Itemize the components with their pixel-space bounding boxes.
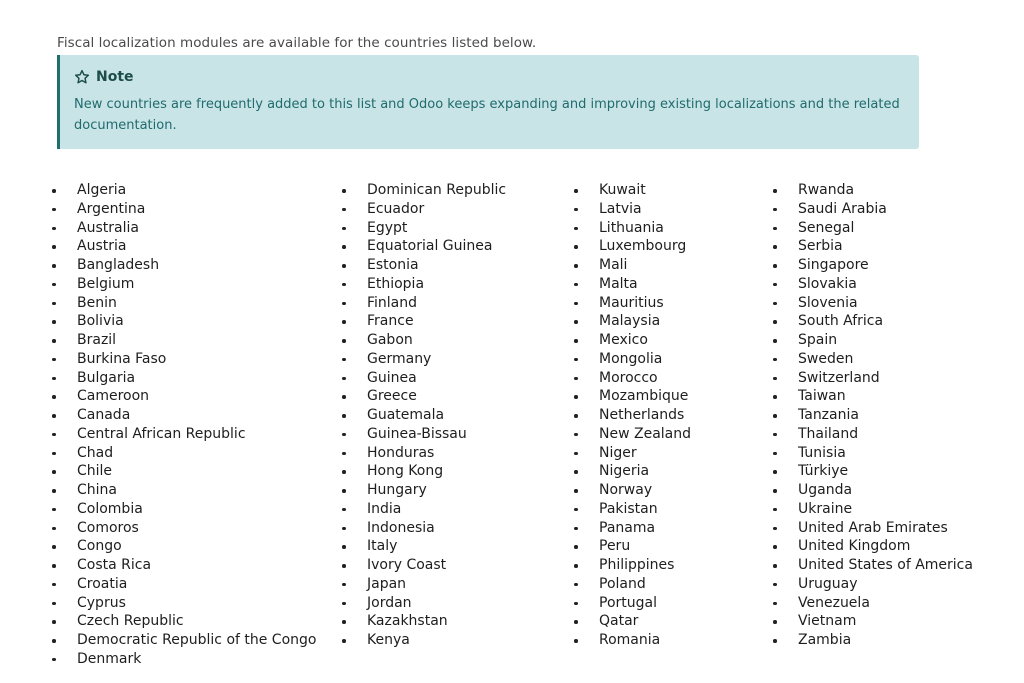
country-list-column-4: [773, 181, 973, 650]
country-list-item: Malta: [574, 275, 691, 294]
country-list-item: Slovenia: [773, 294, 973, 313]
country-list-item: Nigeria: [574, 462, 691, 481]
country-list-item: Bangladesh: [52, 256, 316, 275]
country-list-item: Portugal: [574, 594, 691, 613]
country-list-item: Ukraine: [773, 500, 973, 519]
country-list-item: Denmark: [52, 650, 316, 669]
country-list-item: Hong Kong: [342, 462, 506, 481]
country-list-item: Bolivia: [52, 312, 316, 331]
country-list-item: Cyprus: [52, 594, 316, 613]
country-list-item: Hungary: [342, 481, 506, 500]
country-list-item: Peru: [574, 537, 691, 556]
intro-text: Fiscal localization modules are available for the countries listed below.: [57, 34, 537, 51]
country-list-item: Chile: [52, 462, 316, 481]
country-list-item: Greece: [342, 387, 506, 406]
country-list-item: Mali: [574, 256, 691, 275]
country-list-item: Romania: [574, 631, 691, 650]
country-list-item: Luxembourg: [574, 237, 691, 256]
country-list-item: Germany: [342, 350, 506, 369]
country-list-item: Estonia: [342, 256, 506, 275]
country-list-item: Congo: [52, 537, 316, 556]
country-list-item: Uruguay: [773, 575, 973, 594]
country-list-item: Taiwan: [773, 387, 973, 406]
country-list-item: Egypt: [342, 219, 506, 238]
country-list-item: Venezuela: [773, 594, 973, 613]
country-list-item: Jordan: [342, 594, 506, 613]
country-list-item: Vietnam: [773, 612, 973, 631]
country-list-item: Mozambique: [574, 387, 691, 406]
country-list-item: Ecuador: [342, 200, 506, 219]
note-admonition: [57, 55, 919, 149]
country-list-item: Gabon: [342, 331, 506, 350]
country-list-item: Thailand: [773, 425, 973, 444]
country-list-item: Niger: [574, 444, 691, 463]
country-list-item: Indonesia: [342, 519, 506, 538]
country-list-item: Guinea-Bissau: [342, 425, 506, 444]
country-list-item: Kenya: [342, 631, 506, 650]
country-list-item: India: [342, 500, 506, 519]
country-list-item: Finland: [342, 294, 506, 313]
country-list-item: Philippines: [574, 556, 691, 575]
country-list-item: Netherlands: [574, 406, 691, 425]
country-list-item: China: [52, 481, 316, 500]
country-list-item: Tunisia: [773, 444, 973, 463]
country-list-item: Brazil: [52, 331, 316, 350]
country-list-item: Panama: [574, 519, 691, 538]
country-list-item: Poland: [574, 575, 691, 594]
country-list-item: Saudi Arabia: [773, 200, 973, 219]
country-list-item: United States of America: [773, 556, 973, 575]
country-list-item: United Arab Emirates: [773, 519, 973, 538]
country-list-item: Guatemala: [342, 406, 506, 425]
country-list-item: Tanzania: [773, 406, 973, 425]
country-list-item: Rwanda: [773, 181, 973, 200]
country-list-item: Qatar: [574, 612, 691, 631]
country-list-item: Morocco: [574, 369, 691, 388]
country-list-item: Italy: [342, 537, 506, 556]
country-list-item: Mongolia: [574, 350, 691, 369]
country-list-item: Switzerland: [773, 369, 973, 388]
country-list-item: Latvia: [574, 200, 691, 219]
country-list-item: Malaysia: [574, 312, 691, 331]
country-list-column-1: [52, 181, 316, 669]
country-list-item: Comoros: [52, 519, 316, 538]
country-list-item: Serbia: [773, 237, 973, 256]
country-list-item: Türkiye: [773, 462, 973, 481]
star-outline-icon: [74, 69, 90, 85]
country-list-item: Senegal: [773, 219, 973, 238]
note-header: [74, 67, 903, 87]
country-list-item: Czech Republic: [52, 612, 316, 631]
country-list-item: Democratic Republic of the Congo: [52, 631, 316, 650]
country-list-item: Mauritius: [574, 294, 691, 313]
country-list-item: Colombia: [52, 500, 316, 519]
country-list-item: Lithuania: [574, 219, 691, 238]
country-list-item: Equatorial Guinea: [342, 237, 506, 256]
country-list-item: Algeria: [52, 181, 316, 200]
country-list-column-3: [574, 181, 691, 650]
country-list-item: United Kingdom: [773, 537, 973, 556]
country-list-item: Zambia: [773, 631, 973, 650]
country-list-item: Cameroon: [52, 387, 316, 406]
country-list-item: Ethiopia: [342, 275, 506, 294]
country-list-item: Ivory Coast: [342, 556, 506, 575]
note-title: Note: [96, 69, 134, 85]
country-list-item: Japan: [342, 575, 506, 594]
country-list-item: Uganda: [773, 481, 973, 500]
country-list-item: Costa Rica: [52, 556, 316, 575]
country-list-item: Spain: [773, 331, 973, 350]
country-list-item: Norway: [574, 481, 691, 500]
country-list-column-2: [342, 181, 506, 650]
country-list-item: Pakistan: [574, 500, 691, 519]
country-list-item: South Africa: [773, 312, 973, 331]
note-body: New countries are frequently added to this list and Odoo keeps expanding and improving existing localizations and the related documentation.: [74, 97, 900, 133]
country-list-item: Benin: [52, 294, 316, 313]
country-list-item: Mexico: [574, 331, 691, 350]
country-list-item: France: [342, 312, 506, 331]
country-list-item: Canada: [52, 406, 316, 425]
country-list-item: Australia: [52, 219, 316, 238]
country-list-item: Burkina Faso: [52, 350, 316, 369]
country-list-item: Austria: [52, 237, 316, 256]
country-list-item: Kazakhstan: [342, 612, 506, 631]
country-list-item: Sweden: [773, 350, 973, 369]
country-list-item: Argentina: [52, 200, 316, 219]
country-list-item: Slovakia: [773, 275, 973, 294]
country-list-item: Belgium: [52, 275, 316, 294]
country-list-item: Singapore: [773, 256, 973, 275]
country-list-item: Croatia: [52, 575, 316, 594]
country-list-item: Bulgaria: [52, 369, 316, 388]
country-list-item: Central African Republic: [52, 425, 316, 444]
country-list-item: Chad: [52, 444, 316, 463]
country-list-item: New Zealand: [574, 425, 691, 444]
country-list-item: Kuwait: [574, 181, 691, 200]
country-list-item: Dominican Republic: [342, 181, 506, 200]
country-list-item: Guinea: [342, 369, 506, 388]
country-list-item: Honduras: [342, 444, 506, 463]
